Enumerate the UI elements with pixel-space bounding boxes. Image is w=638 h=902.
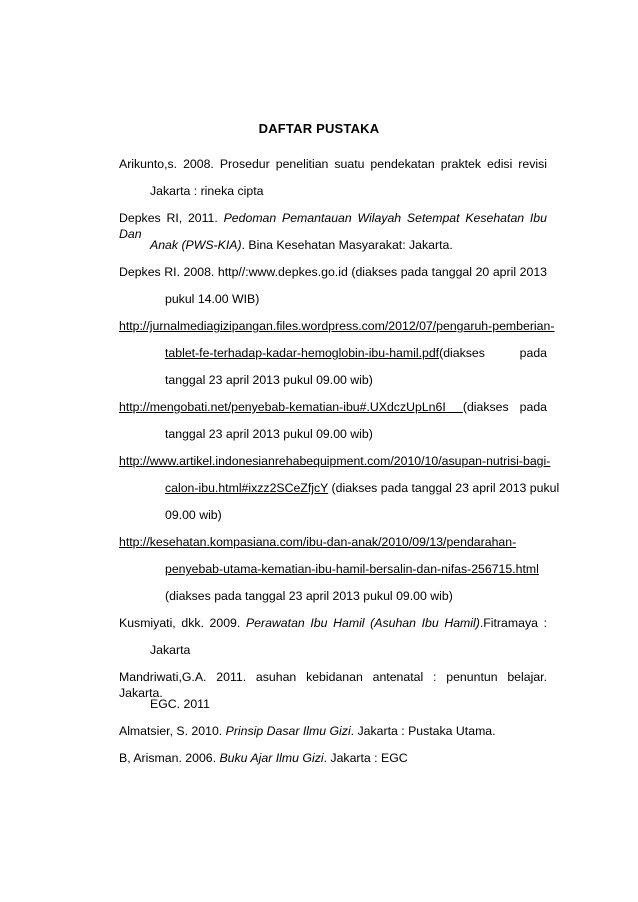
reference-link[interactable]: calon-ibu.html#ixzz2SCeZfjcY [165,481,329,495]
reference-link[interactable]: http://jurnalmediagizipangan.files.wordpress.com/2012/07/pengaruh-pemberian- [119,319,555,333]
reference-line: Kusmiyati, dkk. 2009. Perawatan Ibu Hamil (Asuhan Ibu Hamil).Fitramaya : [119,616,547,630]
reference-line: (diakses pada tanggal 23 april 2013 pukul 09.00 wib) [165,589,453,603]
reference-line: EGC. 2011 [150,697,210,711]
reference-line: B, Arisman. 2006. Buku Ajar Ilmu Gizi. Jakarta : EGC [119,751,408,765]
reference-line: Arikunto,s. 2008. Prosedur penelitian suatu pendekatan praktek edisi revisi [119,157,547,171]
reference-line: calon-ibu.html#ixzz2SCeZfjcY (diakses pada tanggal 23 april 2013 pukul [165,481,560,495]
reference-line: Depkes RI, 2011. Pedoman Pemantauan Wilayah Setempat Kesehatan Ibu Dan [119,211,547,241]
reference-line: 09.00 wib) [165,508,222,522]
reference-link[interactable]: http://mengobati.net/penyebab-kematian-ibu#.UXdczUpLn6I [119,400,446,414]
reference-line: Mandriwati,G.A. 2011. asuhan kebidanan antenatal : penuntun belajar. Jakarta. [119,670,547,700]
reference-line: Jakarta : rineka cipta [150,184,264,198]
reference-line: Almatsier, S. 2010. Prinsip Dasar Ilmu Gizi. Jakarta : Pustaka Utama. [119,724,496,738]
reference-line: Depkes RI. 2008. http//:www.depkes.go.id (diakses pada tanggal 20 april 2013 [119,265,547,279]
reference-line: tanggal 23 april 2013 pukul 09.00 wib) [165,373,373,387]
reference-link[interactable]: penyebab-utama-kematian-ibu-hamil-bersalin-dan-nifas-256715.html [165,562,539,576]
reference-link[interactable]: tablet-fe-terhadap-kadar-hemoglobin-ibu-hamil.pdf [165,346,440,360]
page-title: DAFTAR PUSTAKA [258,121,380,136]
reference-title: Prinsip Dasar Ilmu Gizi [225,724,351,738]
reference-link[interactable]: http://www.artikel.indonesianrehabequipment.com/2010/10/asupan-nutrisi-bagi- [119,454,551,468]
reference-link[interactable]: http://kesehatan.kompasiana.com/ibu-dan-anak/2010/09/13/pendarahan- [119,535,517,549]
reference-title: Anak (PWS-KIA) [150,238,242,252]
reference-line: tablet-fe-terhadap-kadar-hemoglobin-ibu-hamil.pdf (diakses pada [165,346,547,360]
reference-line: tanggal 23 april 2013 pukul 09.00 wib) [165,427,373,441]
reference-line: Anak (PWS-KIA). Bina Kesehatan Masyarakat: Jakarta. [150,238,453,252]
reference-line: http://mengobati.net/penyebab-kematian-ibu#.UXdczUpLn6I (diakses pada [119,400,547,414]
reference-line: pukul 14.00 WIB) [165,292,260,306]
reference-title: Perawatan Ibu Hamil (Asuhan Ibu Hamil) [245,616,480,630]
reference-title: Buku Ajar Ilmu Gizi [219,751,324,765]
reference-line: Jakarta [150,643,191,657]
reference-title: Pedoman Pemantauan Wilayah Setempat Kesehatan Ibu Dan [119,211,547,241]
